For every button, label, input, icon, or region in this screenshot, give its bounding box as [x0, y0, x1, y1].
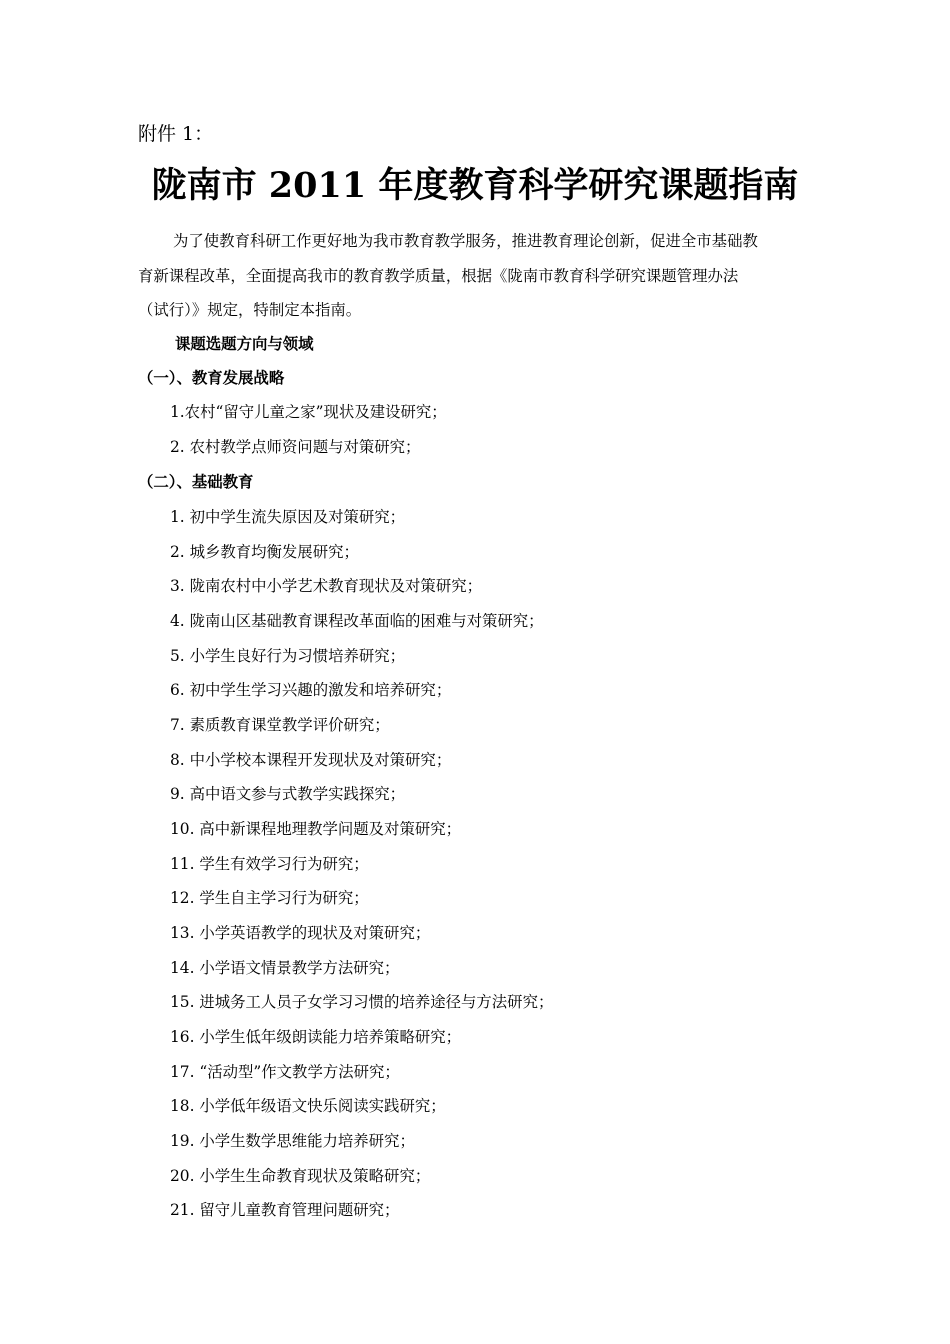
- list-item: 7. 素质教育课堂教学评价研究；: [170, 716, 390, 734]
- list-item: 12. 学生自主学习行为研究；: [170, 889, 369, 907]
- section-heading: （一）、教育发展战略: [138, 369, 285, 387]
- list-item: 13. 小学英语教学的现状及对策研究；: [170, 924, 431, 942]
- list-item: 5. 小学生良好行为习惯培养研究；: [170, 647, 406, 665]
- list-item: 16. 小学生低年级朗读能力培养策略研究；: [170, 1028, 462, 1046]
- list-item: 17. “活动型”作文教学方法研究；: [170, 1063, 400, 1081]
- intro-line: 育新课程改革，全面提高我市的教育教学质量，根据《陇南市教育科学研究课题管理办法: [138, 266, 739, 285]
- list-item: 14. 小学语文情景教学方法研究；: [170, 959, 400, 977]
- list-item: 20. 小学生生命教育现状及策略研究；: [170, 1167, 431, 1185]
- list-item: 9. 高中语文参与式教学实践探究；: [170, 785, 406, 803]
- list-item: 15. 进城务工人员子女学习习惯的培养途径与方法研究；: [170, 993, 554, 1011]
- intro-line: 为了使教育科研工作更好地为我市教育教学服务，推进教育理论创新，促进全市基础教: [173, 232, 758, 250]
- document-title: 陇南市 2011 年度教育科学研究课题指南: [151, 165, 799, 206]
- list-item: 8. 中小学校本课程开发现状及对策研究；: [170, 751, 452, 769]
- attachment-label: 附件 1：: [138, 123, 214, 145]
- list-item: 11. 学生有效学习行为研究；: [170, 855, 369, 873]
- intro-paragraph: [138, 224, 814, 328]
- list-item: 3. 陇南农村中小学艺术教育现状及对策研究；: [170, 577, 482, 595]
- list-item: 2. 农村教学点师资问题与对策研究；: [170, 438, 421, 456]
- list-item: 10. 高中新课程地理教学问题及对策研究；: [170, 820, 462, 838]
- intro-line: （试行）》规定，特制定本指南。: [138, 301, 362, 319]
- section-title: 课题选题方向与领域: [175, 335, 314, 353]
- list-item: 19. 小学生数学思维能力培养研究；: [170, 1132, 415, 1150]
- list-item: 6. 初中学生学习兴趣的激发和培养研究；: [170, 681, 452, 699]
- list-item: 1.农村“留守儿童之家”现状及建设研究；: [170, 403, 447, 421]
- list-item: 1. 初中学生流失原因及对策研究；: [170, 508, 406, 526]
- list-item: 21. 留守儿童教育管理问题研究；: [170, 1201, 400, 1219]
- list-item: 2. 城乡教育均衡发展研究；: [170, 543, 359, 561]
- list-item: 18. 小学低年级语文快乐阅读实践研究；: [170, 1097, 446, 1115]
- section-heading: （二）、基础教育: [138, 473, 254, 491]
- list-item: 4. 陇南山区基础教育课程改革面临的困难与对策研究；: [170, 612, 544, 630]
